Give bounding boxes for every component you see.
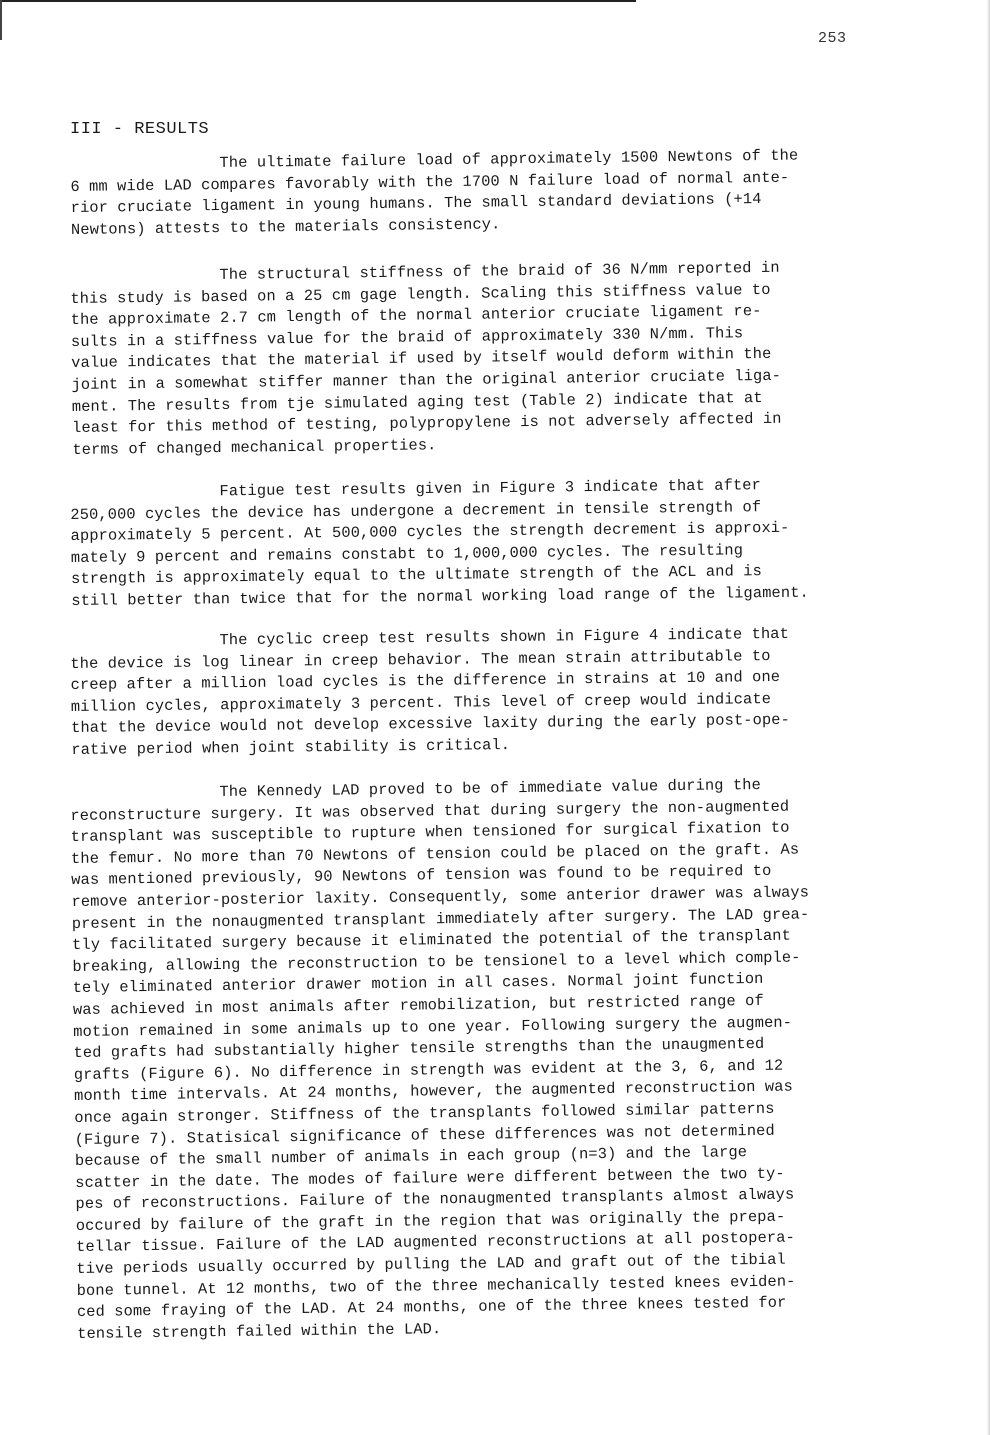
text-line: The ultimate failure load of approximately 1500 Newtons of the <box>70 146 799 174</box>
text-line: million cycles, approximately 3 percent. This level of creep would indicate <box>70 689 772 716</box>
text-line: was achieved in most animals after remobilization, but restricted range of <box>72 991 764 1019</box>
text-line: rative period when joint stability is critical. <box>71 735 511 759</box>
text-line: ment. The results from tje simulated aging test (Table 2) indicate that at <box>71 388 763 416</box>
paragraph-structural-stiffness <box>70 258 782 462</box>
text-line: motion remained in some animals up to one year. Following surgery the augmen- <box>73 1013 793 1041</box>
text-line: transplant was susceptible to rupture when tensioned for surgical fixation to <box>70 818 790 847</box>
text-line: approximately 5 percent. At 500,000 cycles the strength decrement is approxi- <box>70 519 790 546</box>
paragraph-failure-load <box>70 145 799 241</box>
text-line: (Figure 7). Statisical significance of these differences was not determined <box>74 1121 775 1149</box>
text-line: tellar tissue. Failure of the LAD augmented reconstructions at all postopera- <box>75 1229 795 1257</box>
text-line: that the device would not develop excessive laxity during the early post-ope- <box>70 711 791 738</box>
page-number: 253 <box>818 30 847 47</box>
text-line: still better than twice that for the normal working load range of the ligament. <box>71 583 809 610</box>
text-line: joint in a somewhat stiffer manner than the original anterior cruciate liga- <box>71 366 782 394</box>
text-line: breaking, allowing the reconstruction to be tensionel to a level which comple- <box>72 948 801 976</box>
paragraph-cyclic-creep <box>70 624 790 762</box>
text-line: scatter in the date. The modes of failure were different between the two ty- <box>75 1164 785 1192</box>
text-line: tly facilitated surgery because it eliminated the potential of the transplant <box>71 926 792 955</box>
text-line: the femur. No more than 70 Newtons of tension could be placed on the graft. As <box>70 840 800 868</box>
text-line: The Kennedy LAD proved to be of immediate value during the <box>70 775 762 803</box>
text-line: terms of changed mechanical properties. <box>72 435 437 459</box>
text-line: was mentioned previously, 90 Newtons of tension was found to be required to <box>71 862 772 890</box>
text-line: Newtons) attests to the materials consistency. <box>70 215 501 239</box>
text-line: because of the small number of animals in each group (n=3) and the large <box>74 1143 748 1171</box>
text-line: least for this method of testing, polypropylene is not adversely affected in <box>71 409 782 438</box>
text-line: reconstructure surgery. It was observed that during surgery the non-augmented <box>70 797 790 825</box>
text-line: ted grafts had substantially higher tensile strengths than the unaugmented <box>73 1035 765 1063</box>
text-line: grafts (Figure 6). No difference in strength was evident at the 3, 6, and 12 <box>73 1056 784 1084</box>
text-line: creep after a million load cycles is the difference in strains at 10 and one <box>70 668 781 695</box>
scan-border-top <box>0 0 636 2</box>
text-line: bone tunnel. At 12 months, two of the three mechanically tested knees eviden- <box>76 1272 796 1300</box>
text-line: month time intervals. At 24 months, however, the augmented reconstruction was <box>73 1077 794 1106</box>
text-line: the device is log linear in creep behavior. The mean strain attributable to <box>70 646 771 673</box>
text-line: occured by failure of the graft in the region that was originally the prepa- <box>75 1207 786 1235</box>
text-line: sults in a stiffness value for the braid of approximately 330 N/mm. This <box>70 323 744 351</box>
section-heading: III - RESULTS <box>70 120 210 139</box>
text-line: remove anterior-posterior laxity. Consequently, some anterior drawer was always <box>71 883 810 911</box>
text-line: The structural stiffness of the braid of 36 N/mm reported in <box>70 258 780 286</box>
text-line: value indicates that the material if used by itself would deform within the <box>71 345 772 373</box>
text-line: The cyclic creep test results shown in Figure 4 indicate that <box>70 624 790 651</box>
text-line: once again stronger. Stiffness of the transplants followed similar patterns <box>74 1099 775 1127</box>
text-line: the approximate 2.7 cm length of the normal anterior cruciate ligament re- <box>70 302 762 330</box>
paragraph-kennedy-lad <box>70 774 815 1345</box>
paragraph-fatigue-test <box>70 475 809 613</box>
scan-border-left <box>0 0 2 40</box>
text-line: pes of reconstructions. Failure of the nonaugmented transplants almost always <box>75 1185 795 1214</box>
text-line: 6 mm wide LAD compares favorably with the 1700 N failure load of normal ante- <box>70 168 790 196</box>
text-line: tive periods usually occurred by pulling the LAD and graft out of the tibial <box>76 1250 786 1279</box>
text-line: strength is approximately equal to the ultimate strength of the ACL and is <box>70 562 763 589</box>
text-line: Fatigue test results given in Figure 3 indicate that after <box>70 476 762 502</box>
text-line: ced some fraying of the LAD. At 24 months, one of the three knees tested for <box>76 1293 787 1322</box>
text-line: tensile strength failed within the LAD. <box>77 1320 442 1343</box>
text-line: tely eliminated anterior drawer motion in all cases. Normal joint function <box>72 970 764 998</box>
text-line: 250,000 cycles the device has undergone a decrement in tensile strength of <box>70 497 762 524</box>
text-line: rior cruciate ligament in young humans. The small standard deviations (+14 <box>70 190 762 218</box>
text-line: present in the nonaugmented transplant immediately after surgery. The LAD grea- <box>71 904 810 933</box>
text-line: mately 9 percent and remains constabt to 1,000,000 cycles. The resulting <box>70 541 744 567</box>
text-line: this study is based on a 25 cm gage length. Scaling this stiffness value to <box>70 280 771 308</box>
